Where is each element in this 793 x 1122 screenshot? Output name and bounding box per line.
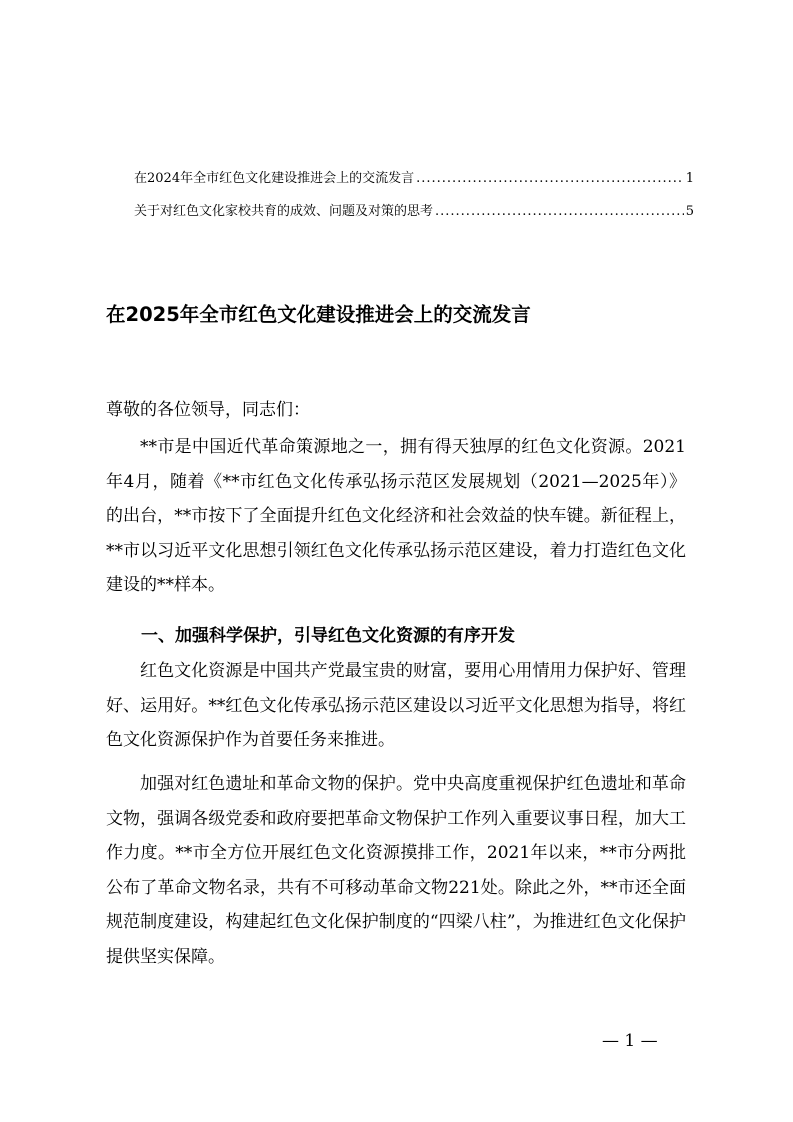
section-heading-1: 一、加强科学保护，引导红色文化资源的有序开发 (141, 626, 515, 646)
paragraph-section1-b: 加强对红色遗址和革命文物的保护。党中央高度重视保护红色遗址和革命文物，强调各级党委和政府要把革命文物保护工作列入重要议事日程，加大工作力度。**市全方位开展红色文化资源摸排工作，2021年以来，**市分两批公布了革命文物名录，共有不可移动革命文物221处。除此之外，**市还全面规范制度建设，构建起红色文化保护制度的“四梁八柱”，为推进红色文化保护提供坚实保障。 (106, 774, 686, 967)
toc-entry-title: 关于对红色文化家校共育的成效、问题及对策的思考 (134, 204, 434, 219)
document-title: 在2025年全市红色文化建设推进会上的交流发言 (106, 303, 531, 326)
paragraph-intro: **市是中国近代革命策源地之一，拥有得天独厚的红色文化资源。2021年4月，随着《**市红色文化传承弘扬示范区发展规划（2021—2025年）》的出台，**市按下了全面提升红色文化经济和社会效益的快车键。新征程上，**市以习近平文化思想引领红色文化传承弘扬示范区建设，着力打造红色文化建设的**样本。 (106, 437, 686, 595)
salutation: 尊敬的各位领导，同志们： (106, 400, 310, 420)
toc-entry-page: 5 (685, 204, 694, 219)
toc-entry-page: 1 (685, 171, 694, 186)
toc-leader-dots (435, 204, 684, 219)
toc-leader-dots (416, 171, 684, 186)
toc-entry-1[interactable] (134, 167, 694, 186)
page-number: — 1 — (602, 1031, 658, 1051)
toc-entry-2[interactable] (134, 200, 694, 219)
paragraph-section1-a: 红色文化资源是中国共产党最宝贵的财富，要用心用情用力保护好、管理好、运用好。**红色文化传承弘扬示范区建设以习近平文化思想为指导，将红色文化资源保护作为首要任务来推进。 (106, 661, 686, 750)
toc-entry-title: 在2024年全市红色文化建设推进会上的交流发言 (134, 171, 415, 186)
